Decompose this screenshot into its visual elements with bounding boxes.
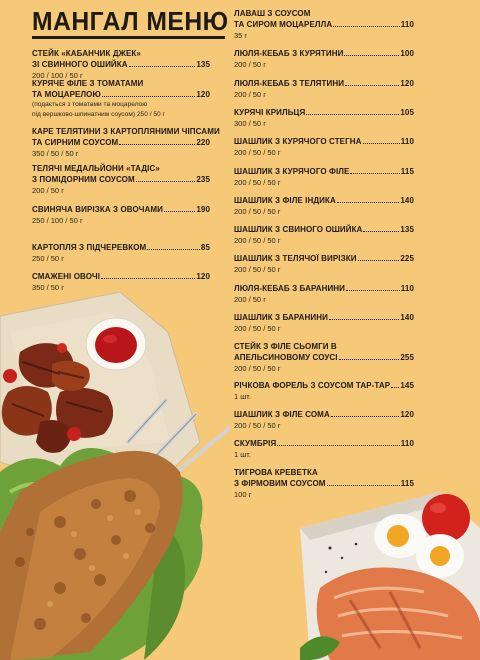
menu-item-veal-rack	[32, 126, 220, 159]
item-weight: 200 / 50 / 50 г	[234, 265, 281, 274]
dot-leader	[129, 66, 196, 67]
menu-item-lavash	[234, 8, 414, 41]
item-price: 120	[400, 79, 414, 88]
item-weight: 200 / 50 / 50 г	[234, 207, 281, 216]
dot-leader	[358, 260, 400, 261]
item-note: (подається з томатами та моцарелою	[32, 101, 148, 108]
item-price: 120	[400, 410, 414, 419]
item-name: ЛЮЛЯ-КЕБАБ З БАРАНИНИ	[234, 284, 346, 293]
dot-leader	[101, 278, 195, 279]
dot-leader	[333, 26, 400, 27]
menu-item-turkey-shashlik	[234, 195, 414, 217]
dot-leader	[391, 387, 399, 388]
dot-leader	[346, 290, 400, 291]
item-name: ШАШЛИК З СВИНОГО ОШИЙКА	[234, 225, 363, 234]
dot-leader	[147, 249, 200, 250]
menu-title-text: МАНГАЛ МЕНЮ	[32, 6, 229, 36]
item-name: ЛЮЛЯ-КЕБАБ З КУРЯТИНИ	[234, 49, 344, 58]
item-note: під вершково-шпинатним соусом) 250 / 50 г	[32, 110, 165, 118]
menu-item-veal-medallions	[32, 163, 210, 196]
dot-leader	[337, 202, 399, 203]
item-price: 110	[400, 137, 414, 146]
item-weight: 200 / 50 / 50 г	[234, 324, 281, 333]
menu-item-fried-vegetables	[32, 271, 210, 293]
item-name: ШАШЛИК З ФІЛЕ ІНДИКА	[234, 196, 336, 205]
dot-leader	[136, 181, 196, 182]
dot-leader	[306, 114, 399, 115]
menu-item-chicken-thigh-shashlik	[234, 136, 414, 158]
item-price: 225	[400, 254, 414, 263]
dot-leader	[339, 359, 400, 360]
item-weight: 200 / 50 г	[32, 186, 64, 195]
menu-item-pork-steak	[32, 48, 210, 81]
salmon-steak-with-eggs-photo	[290, 488, 480, 660]
item-weight: 200 / 50 / 50 г	[234, 364, 281, 373]
item-name: КАРЕ ТЕЛЯТИНИ З КАРТОПЛЯНИМИ ЧІПСАМИ	[32, 127, 220, 136]
item-name-line2: АПЕЛЬСИНОВОМУ СОУСІ	[234, 353, 338, 362]
item-name: ШАШЛИК З ТЕЛЯЧОЇ ВИРІЗКИ	[234, 254, 357, 263]
menu-item-potatoes-bacon	[32, 242, 210, 264]
menu-item-river-trout	[234, 380, 414, 402]
item-name: ШАШЛИК З КУРЯЧОГО ФІЛЕ	[234, 167, 350, 176]
item-name: СКУМБРІЯ	[234, 439, 277, 448]
item-price: 120	[196, 90, 210, 99]
menu-item-pork-tenderloin	[32, 204, 210, 226]
item-name: КУРЯЧЕ ФІЛЕ З ТОМАТАМИ	[32, 79, 144, 88]
menu-item-chicken-fillet-shashlik	[234, 166, 414, 188]
item-name: СВИНЯЧА ВИРІЗКА З ОВОЧАМИ	[32, 205, 164, 214]
item-name: ЛЮЛЯ-КЕБАБ З ТЕЛЯТИНИ	[234, 79, 345, 88]
item-weight: 200 / 50 / 50 г	[234, 178, 281, 187]
item-price: 220	[196, 138, 210, 147]
item-name: СТЕЙК З ФІЛЕ СЬОМГИ В	[234, 342, 337, 351]
item-price: 115	[400, 167, 414, 176]
menu-item-veal-tenderloin-shashlik	[234, 253, 414, 275]
item-weight: 200 / 50 / 50 г	[234, 148, 281, 157]
menu-item-lamb-lula	[234, 283, 414, 305]
item-weight: 1 шт.	[234, 392, 251, 401]
item-price: 110	[400, 439, 414, 448]
item-name: ШАШЛИК З БАРАНИНИ	[234, 313, 328, 322]
dot-leader	[350, 173, 399, 174]
dot-leader	[327, 485, 400, 486]
item-weight: 1 шт.	[234, 450, 251, 459]
item-name: ШАШЛИК З КУРЯЧОГО СТЕГНА	[234, 137, 362, 146]
item-name: КУРЯЧІ КРИЛЬЦЯ	[234, 108, 306, 117]
item-price: 235	[196, 175, 210, 184]
menu-item-catfish-shashlik	[234, 409, 414, 431]
item-name-line2: ТА СИРНИМ СОУСОМ	[32, 138, 119, 147]
item-weight: 200 / 50 / 50 г	[234, 421, 281, 430]
item-weight: 200 / 50 г	[234, 60, 266, 69]
item-name-line2: З ФІРМОВИМ СОУСОМ	[234, 479, 326, 488]
item-weight: 250 / 100 / 50 г	[32, 216, 83, 225]
item-price: 145	[400, 381, 414, 390]
item-name-line2: ТА МОЦАРЕЛОЮ	[32, 90, 101, 99]
item-weight: 200 / 50 / 50 г	[234, 236, 281, 245]
dot-leader	[329, 319, 399, 320]
item-name: ТЕЛЯЧІ МЕДАЛЬЙОНИ «ТАДІС»	[32, 164, 160, 173]
menu-item-chicken-lula	[234, 48, 414, 70]
menu-item-mackerel	[234, 438, 414, 460]
dot-leader	[119, 144, 195, 145]
item-price: 140	[400, 313, 414, 322]
item-name: ЛАВАШ З СОУСОМ	[234, 9, 311, 18]
item-weight: 35 г	[234, 31, 248, 40]
item-name: ШАШЛИК З ФІЛЕ СОМА	[234, 410, 330, 419]
item-name: СМАЖЕНІ ОВОЧІ	[32, 272, 101, 281]
item-name-line2: З ПОМІДОРНИМ СОУСОМ	[32, 175, 135, 184]
item-price: 115	[400, 479, 414, 488]
item-weight: 200 / 50 г	[234, 90, 266, 99]
item-price: 85	[200, 243, 210, 252]
menu-item-salmon-steak	[234, 341, 414, 374]
item-name-line2: ТА СИРОМ МОЦАРЕЛЛА	[234, 20, 333, 29]
item-price: 135	[400, 225, 414, 234]
item-weight: 100 г	[234, 490, 252, 499]
item-name: РІЧКОВА ФОРЕЛЬ З СОУСОМ ТАР-ТАР	[234, 381, 391, 390]
item-weight: 200 / 100 / 50 г	[32, 71, 83, 80]
menu-item-veal-lula	[234, 78, 414, 100]
dot-leader	[331, 416, 400, 417]
menu-item-pork-neck-shashlik	[234, 224, 414, 246]
dot-leader	[102, 96, 195, 97]
menu-item-chicken-wings	[234, 107, 414, 129]
menu-title	[32, 6, 229, 37]
item-weight: 200 / 50 г	[234, 295, 266, 304]
item-name-line2: ЗІ СВИННОГО ОШИЙКА	[32, 60, 128, 69]
dot-leader	[363, 231, 399, 232]
menu-item-lamb-shashlik	[234, 312, 414, 334]
item-price: 255	[400, 353, 414, 362]
item-price: 190	[196, 205, 210, 214]
item-name: СТЕЙК «КАБАНЧИК ДЖЕК»	[32, 49, 141, 58]
item-price: 120	[196, 272, 210, 281]
item-name: КАРТОПЛЯ З ПІДЧЕРЕВКОМ	[32, 243, 147, 252]
dot-leader	[344, 55, 399, 56]
dot-leader	[164, 211, 195, 212]
menu-item-chicken-fillet	[32, 78, 210, 119]
item-weight: 350 / 50 г	[32, 283, 64, 292]
item-weight: 250 / 50 г	[32, 254, 64, 263]
item-price: 140	[400, 196, 414, 205]
dot-leader	[345, 85, 399, 86]
item-price: 135	[196, 60, 210, 69]
item-price: 110	[400, 20, 414, 29]
dot-leader	[277, 445, 399, 446]
grilled-chicken-and-skewers-photo	[0, 292, 230, 660]
item-weight: 350 / 50 / 50 г	[32, 149, 79, 158]
item-price: 110	[400, 284, 414, 293]
dot-leader	[363, 143, 400, 144]
item-name: ТИГРОВА КРЕВЕТКА	[234, 468, 318, 477]
item-price: 105	[400, 108, 414, 117]
item-weight: 300 / 50 г	[234, 119, 266, 128]
item-price: 100	[400, 49, 414, 58]
title-underline	[32, 36, 225, 39]
